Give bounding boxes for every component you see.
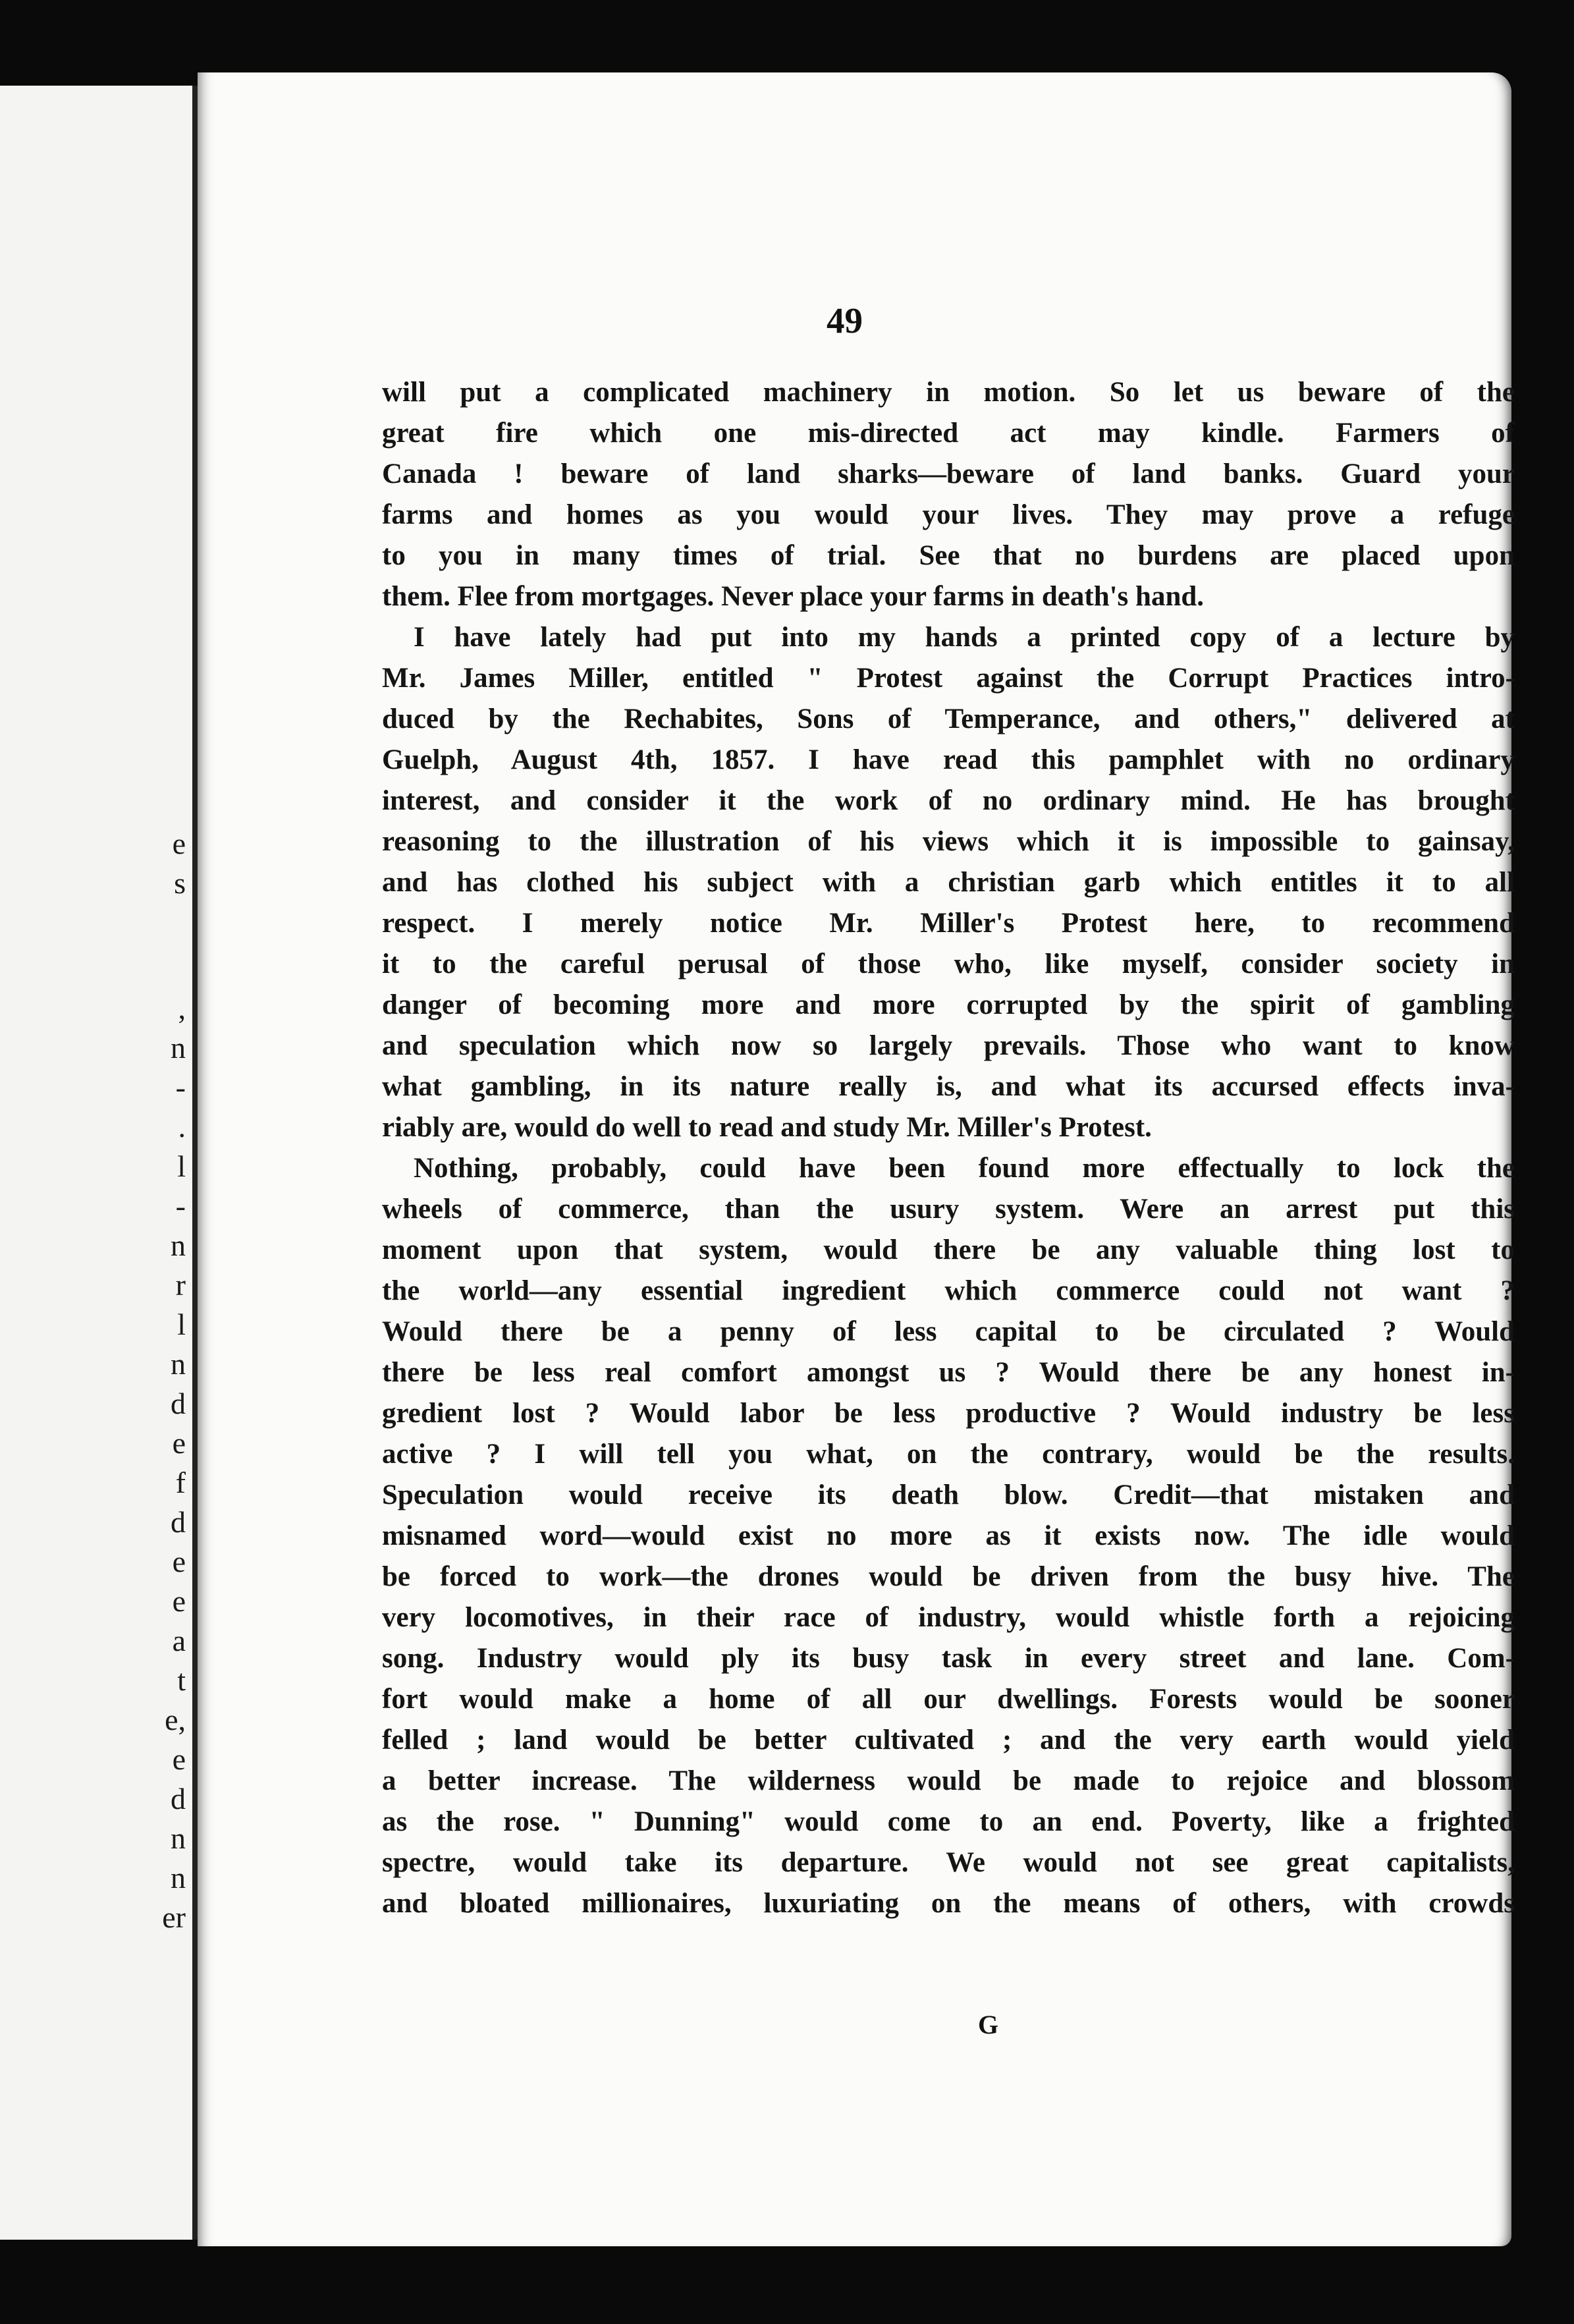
facing-page-fragment: d <box>171 1782 186 1815</box>
text-line: moment upon that system, would there be any valuable thing lost to <box>382 1234 1515 1265</box>
text-line: gredient lost ? Would labor be less productive ? Would industry be less <box>382 1398 1515 1429</box>
facing-page-fragment: n <box>171 1861 186 1895</box>
facing-page-fragment: s <box>174 866 186 900</box>
body-text <box>382 372 1515 1924</box>
text-line: farms and homes as you would your lives. They may prove a refuge <box>382 499 1515 530</box>
text-line: Guelph, August 4th, 1857. I have read this pamphlet with no ordinary <box>382 744 1515 775</box>
facing-page-fragment: er <box>162 1900 186 1934</box>
signature-mark: G <box>978 2010 999 2039</box>
text-line: and speculation which now so largely prevails. Those who want to know <box>382 1030 1515 1061</box>
facing-page-fragment: d <box>171 1505 186 1539</box>
facing-page-fragment: n <box>171 1229 186 1262</box>
text-line: active ? I will tell you what, on the contrary, would be the results. <box>382 1439 1515 1470</box>
text-line: and has clothed his subject with a christian garb which entitles it to all <box>382 867 1515 898</box>
text-line: Canada ! beware of land sharks—beware of land banks. Guard your <box>382 458 1515 489</box>
text-line: respect. I merely notice Mr. Miller's Protest here, to recommend <box>382 908 1515 939</box>
text-line: misnamed word—would exist no more as it exists now. The idle would <box>382 1520 1515 1551</box>
facing-page-fragment: t <box>177 1663 186 1697</box>
text-line: very locomotives, in their race of industry, would whistle forth a rejoicing <box>382 1602 1515 1633</box>
facing-page-fragment: n <box>171 1031 186 1065</box>
facing-page <box>0 86 199 2240</box>
facing-page-fragment: f <box>175 1466 186 1499</box>
facing-page-fragment: a <box>172 1624 186 1657</box>
facing-page-fragment: l <box>177 1308 186 1341</box>
facing-page-fragment: e <box>172 1545 186 1578</box>
text-line: Mr. James Miller, entitled " Protest against the Corrupt Practices intro- <box>382 663 1515 694</box>
text-line: the world—any essential ingredient which commerce could not want ? <box>382 1275 1515 1306</box>
text-line: interest, and consider it the work of no ordinary mind. He has brought <box>382 785 1515 816</box>
text-line: a better increase. The wilderness would be made to rejoice and blossom <box>382 1765 1515 1796</box>
facing-page-fragment: d <box>171 1387 186 1420</box>
text-line: fort would make a home of all our dwellings. Forests would be sooner <box>382 1684 1515 1715</box>
text-line: what gambling, in its nature really is, and what its accursed effects inva- <box>382 1071 1515 1102</box>
facing-page-fragment: l <box>177 1149 186 1183</box>
facing-page-fragment: - <box>175 1070 186 1104</box>
text-line: Would there be a penny of less capital to be circulated ? Would <box>382 1316 1515 1347</box>
text-line: there be less real comfort amongst us ? Would there be any honest in- <box>382 1357 1515 1388</box>
text-line: felled ; land would be better cultivated ; and the very earth would yield <box>382 1725 1515 1756</box>
text-line: as the rose. " Dunning" would come to an end. Poverty, like a frighted <box>382 1806 1515 1837</box>
facing-page-fragment: n <box>171 1347 186 1381</box>
text-line: them. Flee from mortgages. Never place your farms in death's hand. <box>382 581 1205 612</box>
text-line: spectre, would take its departure. We would not see great capitalists, <box>382 1847 1515 1878</box>
facing-page-fragment: e <box>172 1742 186 1776</box>
text-line: song. Industry would ply its busy task in every street and lane. Com- <box>382 1643 1515 1674</box>
text-line: danger of becoming more and more corrupted by the spirit of gambling <box>382 989 1515 1020</box>
text-line: I have lately had put into my hands a printed copy of a lecture by <box>414 622 1515 653</box>
facing-page-text-fragments <box>146 86 186 2240</box>
facing-page-fragment: , <box>178 991 186 1025</box>
facing-page-fragment: n <box>171 1821 186 1855</box>
text-line: will put a complicated machinery in motion. So let us beware of the <box>382 377 1515 408</box>
text-line: duced by the Rechabites, Sons of Temperance, and others," delivered at <box>382 704 1515 734</box>
facing-page-fragment: e <box>172 1584 186 1618</box>
text-line: and bloated millionaires, luxuriating on the means of others, with crowds <box>382 1888 1515 1919</box>
text-line: reasoning to the illustration of his views which it is impossible to gainsay, <box>382 826 1515 857</box>
facing-page-fragment: e <box>172 1426 186 1460</box>
facing-page-fragment: r <box>175 1268 186 1302</box>
book-page <box>198 72 1515 2246</box>
facing-page-fragment: e, <box>165 1703 186 1736</box>
text-line: Nothing, probably, could have been found more effectually to lock the <box>414 1153 1515 1184</box>
facing-page-fragment: e <box>172 827 186 860</box>
facing-page-fragment: - <box>175 1189 186 1223</box>
facing-page-fragment: . <box>178 1110 186 1144</box>
text-line: to you in many times of trial. See that no burdens are placed upon <box>382 540 1515 571</box>
text-line: Speculation would receive its death blow. Credit—that mistaken and <box>382 1480 1515 1510</box>
text-line: it to the careful perusal of those who, like myself, consider society in <box>382 949 1515 980</box>
page-number: 49 <box>827 300 863 341</box>
text-line: great fire which one mis-directed act may kindle. Farmers of <box>382 418 1515 449</box>
text-line: be forced to work—the drones would be driven from the busy hive. The <box>382 1561 1515 1592</box>
text-line: riably are, would do well to read and study Mr. Miller's Protest. <box>382 1112 1152 1143</box>
text-line: wheels of commerce, than the usury system. Were an arrest put this <box>382 1194 1515 1225</box>
